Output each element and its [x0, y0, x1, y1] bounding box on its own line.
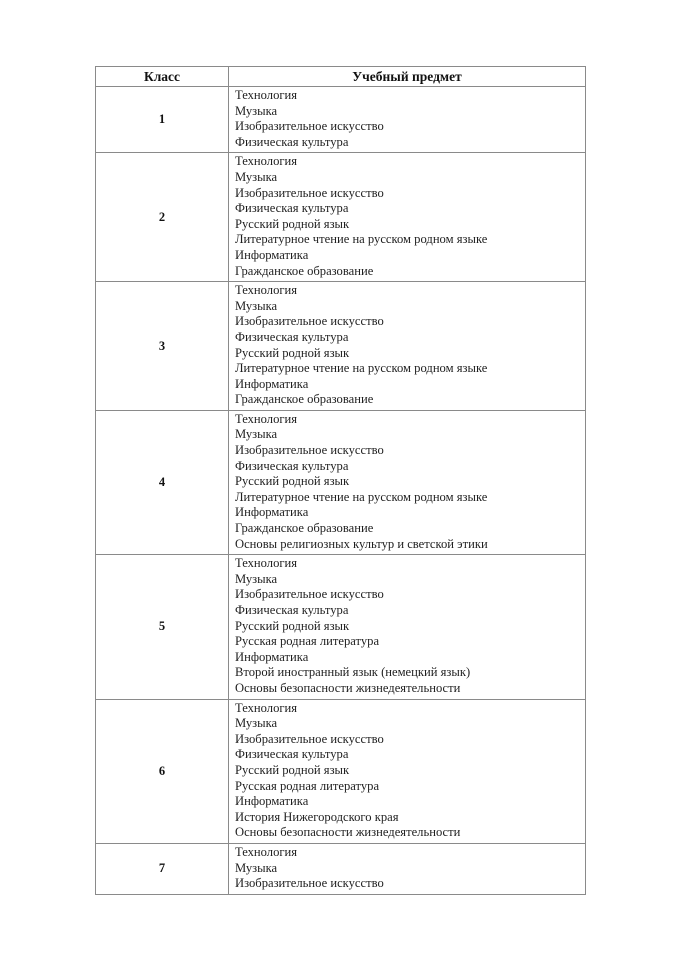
- subject-item: Информатика: [235, 505, 309, 520]
- subject-item: Технология: [235, 154, 298, 169]
- subject-list: [235, 154, 581, 279]
- subject-item: Русский родной язык: [235, 345, 350, 360]
- table-row: [96, 282, 586, 411]
- subject-item: Литературное чтение на русском родном языке: [235, 232, 488, 247]
- subject-item: Музыка: [235, 571, 278, 586]
- subject-item: Второй иностранный язык (немецкий язык): [235, 665, 471, 680]
- subject-item: Изобразительное искусство: [235, 876, 384, 891]
- subject-item: Физическая культура: [235, 201, 349, 216]
- subject-cell: [229, 153, 586, 282]
- subject-item: Русская родная литература: [235, 778, 380, 793]
- table-header-row: [96, 67, 586, 87]
- subject-item: Информатика: [235, 376, 309, 391]
- subject-item: Русский родной язык: [235, 216, 350, 231]
- subject-item: Литературное чтение на русском родном языке: [235, 361, 488, 376]
- subject-item: Информатика: [235, 649, 309, 664]
- subject-item: Музыка: [235, 169, 278, 184]
- subject-item: Физическая культура: [235, 458, 349, 473]
- table-row: [96, 87, 586, 153]
- subject-list: [235, 556, 581, 696]
- subject-item: Музыка: [235, 427, 278, 442]
- subject-item: Гражданское образование: [235, 263, 374, 278]
- table-row: [96, 699, 586, 843]
- subject-item: Русский родной язык: [235, 474, 350, 489]
- subject-item: Физическая культура: [235, 603, 349, 617]
- subject-item: Гражданское образование: [235, 392, 374, 407]
- table-row: [96, 153, 586, 282]
- curriculum-table: [95, 66, 586, 895]
- grade-cell: 1: [96, 87, 229, 153]
- subject-list: [235, 88, 581, 150]
- subject-item: Технология: [235, 700, 298, 715]
- subject-item: Основы безопасности жизнедеятельности: [235, 825, 461, 840]
- subject-item: Основы безопасности жизнедеятельности: [235, 680, 461, 695]
- subject-item: Изобразительное искусство: [235, 119, 384, 134]
- grade-cell: 7: [96, 843, 229, 894]
- subject-item: Изобразительное искусство: [235, 185, 384, 200]
- subject-item: Музыка: [235, 298, 278, 313]
- subject-list: [235, 412, 581, 552]
- table-row: [96, 555, 586, 699]
- subject-item: Технология: [235, 556, 298, 571]
- subject-item: Изобразительное искусство: [235, 443, 384, 458]
- subject-cell: [229, 282, 586, 411]
- subject-item: История Нижегородского края: [235, 809, 399, 824]
- subject-list: [235, 845, 581, 892]
- subject-item: Технология: [235, 844, 298, 859]
- table-row: [96, 410, 586, 554]
- grade-cell: 4: [96, 410, 229, 554]
- subject-item: Изобразительное искусство: [235, 587, 384, 602]
- subject-item: Технология: [235, 88, 298, 102]
- subject-item: Информатика: [235, 794, 309, 809]
- subject-item: Музыка: [235, 716, 278, 731]
- subject-item: Изобразительное искусство: [235, 314, 384, 329]
- subject-item: Гражданское образование: [235, 521, 374, 536]
- subject-list: [235, 701, 581, 841]
- subject-cell: [229, 699, 586, 843]
- subject-cell: [229, 843, 586, 894]
- subject-item: Технология: [235, 283, 298, 298]
- subject-item: Технология: [235, 411, 298, 426]
- table-header: [96, 67, 586, 87]
- grade-cell: 6: [96, 699, 229, 843]
- subject-cell: [229, 87, 586, 153]
- subject-item: Изобразительное искусство: [235, 731, 384, 746]
- column-header-grade: Класс: [96, 67, 229, 87]
- subject-item: Русская родная литература: [235, 634, 380, 649]
- subject-item: Музыка: [235, 860, 278, 875]
- subject-cell: [229, 410, 586, 554]
- table-row: [96, 843, 586, 894]
- grade-cell: 3: [96, 282, 229, 411]
- subject-item: Основы религиозных культур и светской этики: [235, 536, 488, 551]
- subject-item: Физическая культура: [235, 747, 349, 762]
- grade-cell: 2: [96, 153, 229, 282]
- grade-cell: 5: [96, 555, 229, 699]
- column-header-subject: Учебный предмет: [229, 67, 586, 87]
- subject-cell: [229, 555, 586, 699]
- subject-item: Информатика: [235, 247, 309, 262]
- subject-list: [235, 283, 581, 408]
- table-body: [96, 87, 586, 895]
- subject-item: Русский родной язык: [235, 618, 350, 633]
- subject-item: Литературное чтение на русском родном языке: [235, 489, 488, 504]
- subject-item: Физическая культура: [235, 134, 349, 149]
- subject-item: Русский родной язык: [235, 762, 350, 777]
- subject-item: Музыка: [235, 103, 278, 118]
- subject-item: Физическая культура: [235, 329, 349, 344]
